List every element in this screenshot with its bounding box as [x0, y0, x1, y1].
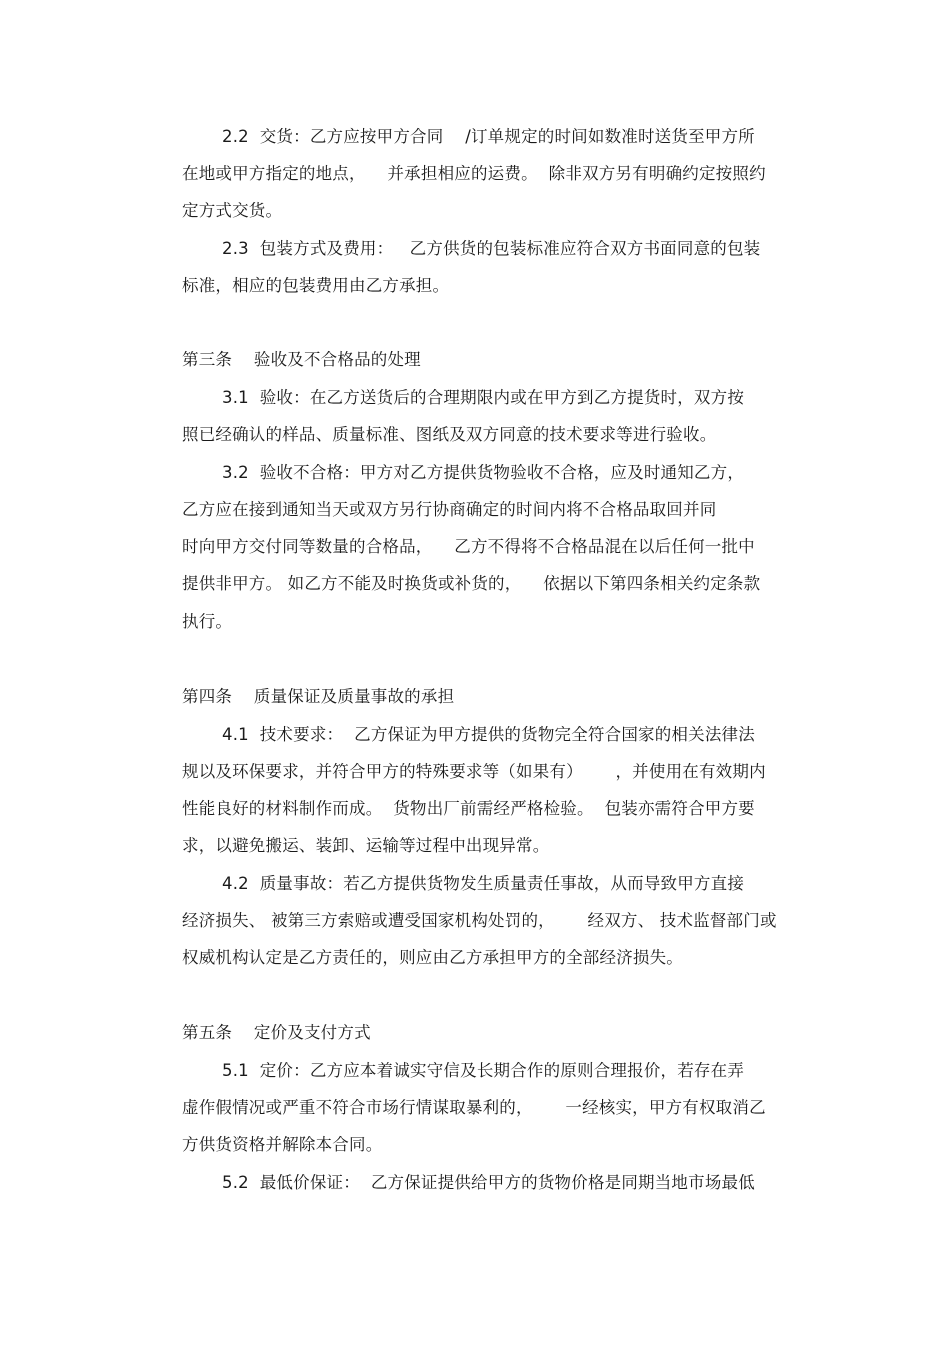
clause-4-1-line-4: 求，以避免搬运、装卸、运输等过程中出现异常。 — [182, 836, 550, 855]
clause-4-1-line-2: 规以及环保要求，并符合甲方的特殊要求等（如果有） ，并使用在有效期内 — [182, 762, 766, 781]
clause-4-2-line-1: 4.2 质量事故：若乙方提供货物发生质量责任事故，从而导致甲方直接 — [222, 874, 745, 893]
clause-4-2-line-2: 经济损失、 被第三方索赔或遭受国家机构处罚的， 经双方、 技术监督部门或 — [182, 911, 777, 930]
section-4-heading: 第四条 质量保证及质量事故的承担 — [182, 687, 455, 706]
clause-3-2-line-3: 时向甲方交付同等数量的合格品， 乙方不得将不合格品混在以后任何一批中 — [182, 537, 755, 556]
clause-3-2-line-2: 乙方应在接到通知当天或双方另行协商确定的时间内将不合格品取回并同 — [182, 500, 717, 519]
clause-2-3-line-1: 2.3 包装方式及费用： 乙方供货的包装标准应符合双方书面同意的包装 — [222, 239, 761, 258]
section-5-heading: 第五条 定价及支付方式 — [182, 1023, 371, 1042]
clause-2-2-line-1: 2.2 交货：乙方应按甲方合同 /订单规定的时间如数准时送货至甲方所 — [222, 127, 755, 146]
clause-4-1-line-1: 4.1 技术要求： 乙方保证为甲方提供的货物完全符合国家的相关法律法 — [222, 725, 755, 744]
clause-3-2-line-5: 执行。 — [182, 612, 233, 631]
clause-4-2-line-3: 权威机构认定是乙方责任的，则应由乙方承担甲方的全部经济损失。 — [182, 948, 683, 967]
clause-2-2-line-3: 定方式交货。 — [182, 201, 283, 220]
clause-4-1-line-3: 性能良好的材料制作而成。 货物出厂前需经严格检验。 包装亦需符合甲方要 — [182, 799, 755, 818]
clause-5-1-line-3: 方供货资格并解除本合同。 — [182, 1135, 383, 1154]
clause-3-2-line-1: 3.2 验收不合格：甲方对乙方提供货物验收不合格，应及时通知乙方， — [222, 463, 745, 482]
clause-5-1-line-2: 虚作假情况或严重不符合市场行情谋取暴利的， 一经核实，甲方有权取消乙 — [182, 1098, 766, 1117]
clause-3-1-line-1: 3.1 验收：在乙方送货后的合理期限内或在甲方到乙方提货时，双方按 — [222, 388, 745, 407]
clause-3-1-line-2: 照已经确认的样品、质量标准、图纸及双方同意的技术要求等进行验收。 — [182, 425, 717, 444]
clause-2-3-line-2: 标准，相应的包装费用由乙方承担。 — [182, 276, 450, 295]
clause-3-2-line-4: 提供非甲方。 如乙方不能及时换货或补货的， 依据以下第四条相关约定条款 — [182, 574, 761, 593]
clause-5-2-line-1: 5.2 最低价保证： 乙方保证提供给甲方的货物价格是同期当地市场最低 — [222, 1173, 755, 1192]
clause-5-1-line-1: 5.1 定价：乙方应本着诚实守信及长期合作的原则合理报价，若存在弄 — [222, 1061, 745, 1080]
clause-2-2-line-2: 在地或甲方指定的地点， 并承担相应的运费。 除非双方另有明确约定按照约 — [182, 164, 766, 183]
section-3-heading: 第三条 验收及不合格品的处理 — [182, 350, 421, 369]
